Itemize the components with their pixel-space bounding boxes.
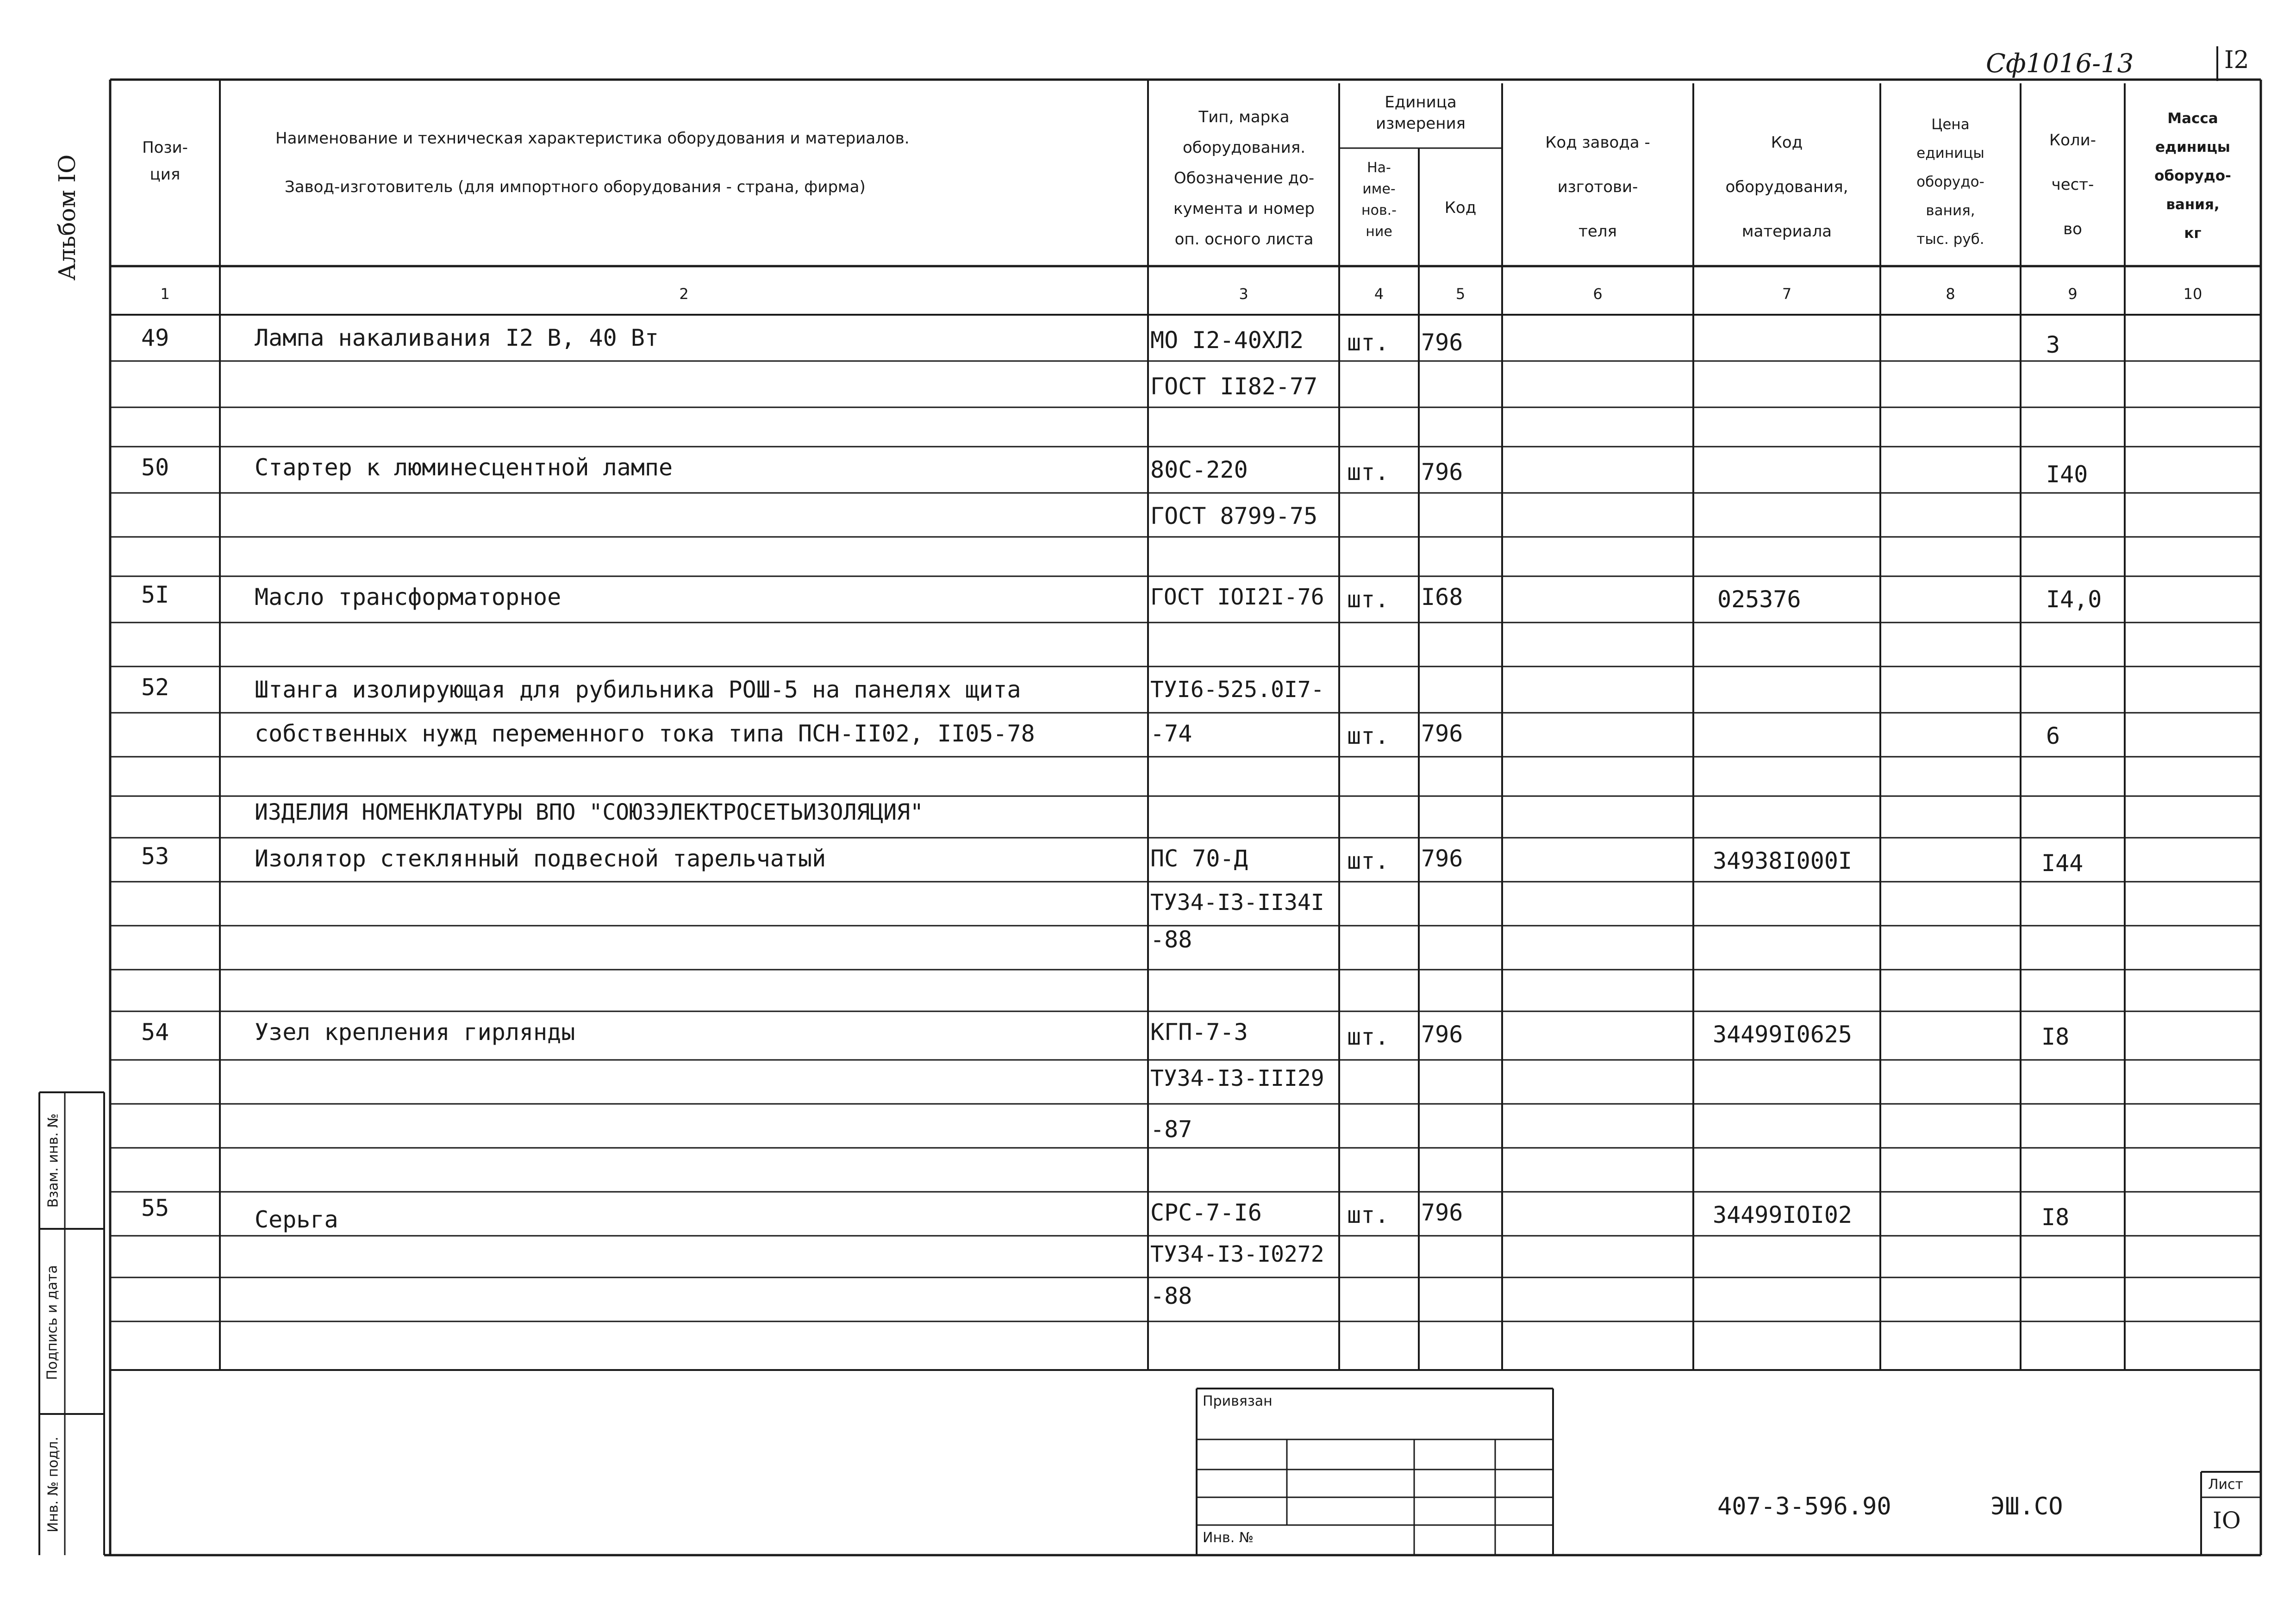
row-50-unit: шт. xyxy=(1347,459,1389,486)
row-52-position: 52 xyxy=(141,674,169,701)
stamp-original-inventory: Инв. № подл. xyxy=(45,1437,62,1532)
row-53-type: ПС 70-Д xyxy=(1150,845,1248,872)
row-53-quantity: I44 xyxy=(2041,850,2084,877)
row-54-unit: шт. xyxy=(1347,1023,1389,1050)
document-number: 407-3-596.90 xyxy=(1717,1493,1891,1520)
row-53-unit: шт. xyxy=(1347,847,1389,874)
col-number: 8 xyxy=(1946,285,1955,303)
row-53-doc-line1: ТУ34-I3-II34I xyxy=(1150,890,1324,915)
row-55-quantity: I8 xyxy=(2041,1204,2070,1231)
row-49-position: 49 xyxy=(141,324,169,351)
row-52-unit-code: 796 xyxy=(1421,720,1463,747)
row-50-unit-code: 796 xyxy=(1421,459,1463,486)
row-54-quantity: I8 xyxy=(2041,1023,2070,1050)
row-55-type: СРС-7-I6 xyxy=(1150,1199,1262,1226)
row-51-equipment-code: 025376 xyxy=(1717,586,1801,613)
header-plant-code: Код завода - изготови- теля xyxy=(1545,133,1650,241)
col-number: 9 xyxy=(2068,285,2078,303)
row-49-unit-code: 796 xyxy=(1421,329,1463,356)
header-equipment-code: Код оборудования, материала xyxy=(1725,133,1848,241)
row-55-name: Серьга xyxy=(255,1206,338,1233)
row-50-doc: ГОСТ 8799-75 xyxy=(1150,503,1318,529)
row-49-type: МО I2-40ХЛ2 xyxy=(1150,327,1304,354)
label-inventory-no: Инв. № xyxy=(1203,1530,1254,1546)
row-55-unit: шт. xyxy=(1347,1202,1389,1228)
handwritten-code: Сф1016-13 xyxy=(1986,49,2134,79)
row-54-position: 54 xyxy=(141,1019,169,1046)
header-unit-price: Цена единицы оборудо- вания, тыс. руб. xyxy=(1916,116,1984,248)
row-53-name: Изолятор стеклянный подвесной тарельчатый xyxy=(255,845,826,872)
row-54-unit-code: 796 xyxy=(1421,1021,1463,1048)
row-49-unit: шт. xyxy=(1347,329,1389,356)
row-52-unit: шт. xyxy=(1347,722,1389,749)
row-52-type-line2: -74 xyxy=(1150,720,1192,747)
row-51-position: 5I xyxy=(141,581,169,608)
row-55-doc-line2: -88 xyxy=(1150,1283,1192,1309)
row-53-equipment-code: 34938I000I xyxy=(1713,847,1853,874)
row-51-name: Масло трансформаторное xyxy=(255,584,562,610)
row-52-type-line1: ТУI6-525.0I7- xyxy=(1150,677,1324,703)
row-53-unit-code: 796 xyxy=(1421,845,1463,872)
header-unit-name: На- име- нов.- ние xyxy=(1361,160,1397,240)
row-54-name: Узел крепления гирлянды xyxy=(255,1019,575,1046)
row-50-position: 50 xyxy=(141,454,169,481)
col-number: 7 xyxy=(1782,285,1792,303)
row-51-unit: шт. xyxy=(1347,586,1389,613)
row-50-name: Стартер к люминесцентной лампе xyxy=(255,454,673,481)
row-49-name: Лампа накаливания I2 В, 40 Вт xyxy=(255,324,659,351)
header-name-line2: Завод-изготовитель (для импортного оборудования - страна, фирма) xyxy=(285,178,866,196)
stamp-signature-date: Подпись и дата xyxy=(44,1265,61,1380)
row-54-doc-line1: ТУ34-I3-III29 xyxy=(1150,1065,1324,1091)
row-55-equipment-code: 34499IOI02 xyxy=(1713,1202,1853,1228)
row-52-quantity: 6 xyxy=(2046,722,2060,749)
row-49-doc: ГОСТ II82-77 xyxy=(1150,373,1318,400)
header-unit-code: Код xyxy=(1444,199,1477,217)
header-name-line1: Наименование и техническая характеристика оборудования и материалов. xyxy=(275,129,910,148)
header-quantity: Коли- чест- во xyxy=(2049,131,2096,238)
header-type: Тип, марка оборудования. Обозначение до- кумента и номер оп. осного листа xyxy=(1173,108,1315,249)
row-49-quantity: 3 xyxy=(2046,331,2060,358)
row-51-type: ГОСТ IOI2I-76 xyxy=(1150,584,1324,610)
header-unit-mass: Масса единицы оборудо- вания, кг xyxy=(2154,110,2231,242)
row-52-name-line1: Штанга изолирующая для рубильника РОШ-5 на панелях щита xyxy=(255,676,1021,703)
row-51-quantity: I4,0 xyxy=(2046,586,2102,613)
row-50-type: 80С-220 xyxy=(1150,456,1248,483)
col-number: 2 xyxy=(679,285,689,303)
row-53-position: 53 xyxy=(141,843,169,870)
col-number: 10 xyxy=(2183,285,2202,303)
col-number: 1 xyxy=(160,285,170,303)
row-55-position: 55 xyxy=(141,1195,169,1221)
header-position: Пози- ция xyxy=(142,138,188,184)
row-51-unit-code: I68 xyxy=(1421,584,1463,610)
row-54-equipment-code: 34499I0625 xyxy=(1713,1021,1853,1048)
col-number: 5 xyxy=(1455,285,1466,303)
label-sheet: Лист xyxy=(2208,1476,2244,1493)
row-53-doc-line2: -88 xyxy=(1150,926,1192,953)
col-number: 4 xyxy=(1374,285,1384,303)
row-52-name-line2: собственных нужд переменного тока типа ПСН-II02, II05-78 xyxy=(255,720,1035,747)
row-55-unit-code: 796 xyxy=(1421,1199,1463,1226)
row-55-doc-line1: ТУ34-I3-I0272 xyxy=(1150,1241,1324,1267)
sheet-value: IO xyxy=(2213,1507,2241,1534)
section-heading: ИЗДЕЛИЯ НОМЕНКЛАТУРЫ ВПО "СОЮЗЭЛЕКТРОСЕТЬИЗОЛЯЦИЯ" xyxy=(255,799,923,825)
header-unit-group: Единица измерения xyxy=(1375,93,1466,133)
row-50-quantity: I40 xyxy=(2046,461,2088,488)
row-54-type: КГП-7-3 xyxy=(1150,1019,1248,1046)
sheet-corner-number: I2 xyxy=(2224,46,2249,74)
album-label: Альбом IO xyxy=(54,154,81,281)
stamp-replaced-inventory: Взам. инв. № xyxy=(45,1113,62,1208)
document-code: ЭШ.СО xyxy=(1990,1493,2063,1520)
label-linked: Привязан xyxy=(1203,1393,1273,1409)
col-number: 6 xyxy=(1593,285,1603,303)
col-number: 3 xyxy=(1239,285,1248,303)
row-54-doc-line2: -87 xyxy=(1150,1116,1192,1143)
